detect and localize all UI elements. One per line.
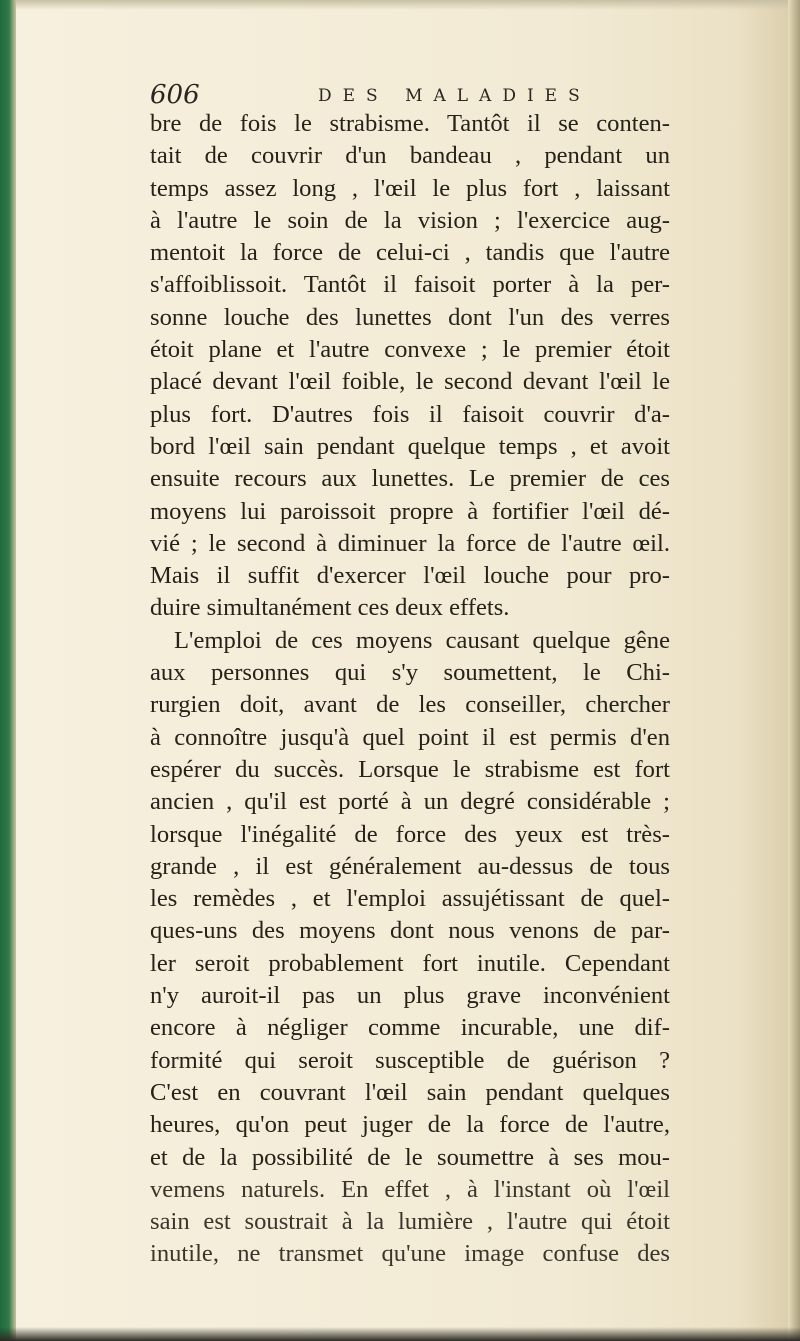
text-line: rurgien doit, avant de les conseiller, chercher [150,691,670,719]
text-line: tait de couvrir d'un bandeau , pendant un [150,142,670,170]
text-line: sonne louche des lunettes dont l'un des verres [150,303,670,331]
text-line: bord l'œil sain pendant quelque temps , et avoit [150,432,670,460]
page-top-shadow [0,0,800,10]
text-line: s'affoiblissoit. Tantôt il faisoit porter à la per- [150,271,670,299]
text-line: ancien , qu'il est porté à un degré considérable ; [150,788,670,816]
page-bottom-edge [0,1327,800,1341]
text-line: vemens naturels. En effet , à l'instant où l'œil [150,1175,670,1203]
text-line: inutile, ne transmet qu'une image confuse des [150,1240,670,1268]
text-line: moyens lui paroissoit propre à fortifier l'œil dé- [150,497,670,525]
page-right-edge [788,0,800,1341]
text-line: plus fort. D'autres fois il faisoit couvrir d'a- [150,400,670,428]
text-line: lorsque l'inégalité de force des yeux est très- [150,820,670,848]
page-number: 606 [150,80,200,110]
text-line: formité qui seroit susceptible de guérison ? [150,1046,670,1074]
text-line: placé devant l'œil foible, le second devant l'œil le [150,368,670,396]
text-line: bre de fois le strabisme. Tantôt il se conten- [150,110,670,137]
book-cover-edge [0,0,16,1341]
text-line: espérer du succès. Lorsque le strabisme est fort [150,755,670,783]
text-line: ensuite recours aux lunettes. Le premier de ces [150,465,670,493]
text-line: n'y auroit-il pas un plus grave inconvénient [150,982,670,1010]
text-line: temps assez long , l'œil le plus fort , laissant [150,174,670,202]
running-head: DES MALADIES [318,86,591,106]
text-line: C'est en couvrant l'œil sain pendant quelques [150,1078,670,1106]
text-line: à connoître jusqu'à quel point il est permis d'en [150,723,670,751]
text-line: duire simultanément ces deux effets. [150,594,510,622]
text-line: sain est soustrait à la lumière , l'autre qui étoit [150,1208,670,1236]
body-text [150,108,670,1271]
text-line: ques-uns des moyens dont nous venons de par- [150,917,670,945]
text-line: Mais il suffit d'exercer l'œil louche pour pro- [150,562,670,590]
text-line: encore à négliger comme incurable, une dif- [150,1014,670,1042]
text-line: mentoit la force de celui-ci , tandis que l'autre [150,239,670,267]
text-line: les remèdes , et l'emploi assujétissant de quel- [150,885,670,913]
text-line: heures, qu'on peut juger de la force de l'autre, [150,1111,670,1139]
text-line: grande , il est généralement au-dessus de tous [150,852,670,880]
text-line: aux personnes qui s'y soumettent, le Chi- [150,659,670,687]
text-line: ler seroit probablement fort inutile. Cependant [150,949,670,977]
text-line: à l'autre le soin de la vision ; l'exercice aug- [150,206,670,234]
text-line: et de la possibilité de le soumettre à ses mou- [150,1143,670,1171]
text-line: vié ; le second à diminuer la force de l'autre œil. [150,529,670,557]
text-line: étoit plane et l'autre convexe ; le premier étoit [150,336,670,364]
text-line: L'emploi de ces moyens causant quelque gêne [174,626,670,654]
